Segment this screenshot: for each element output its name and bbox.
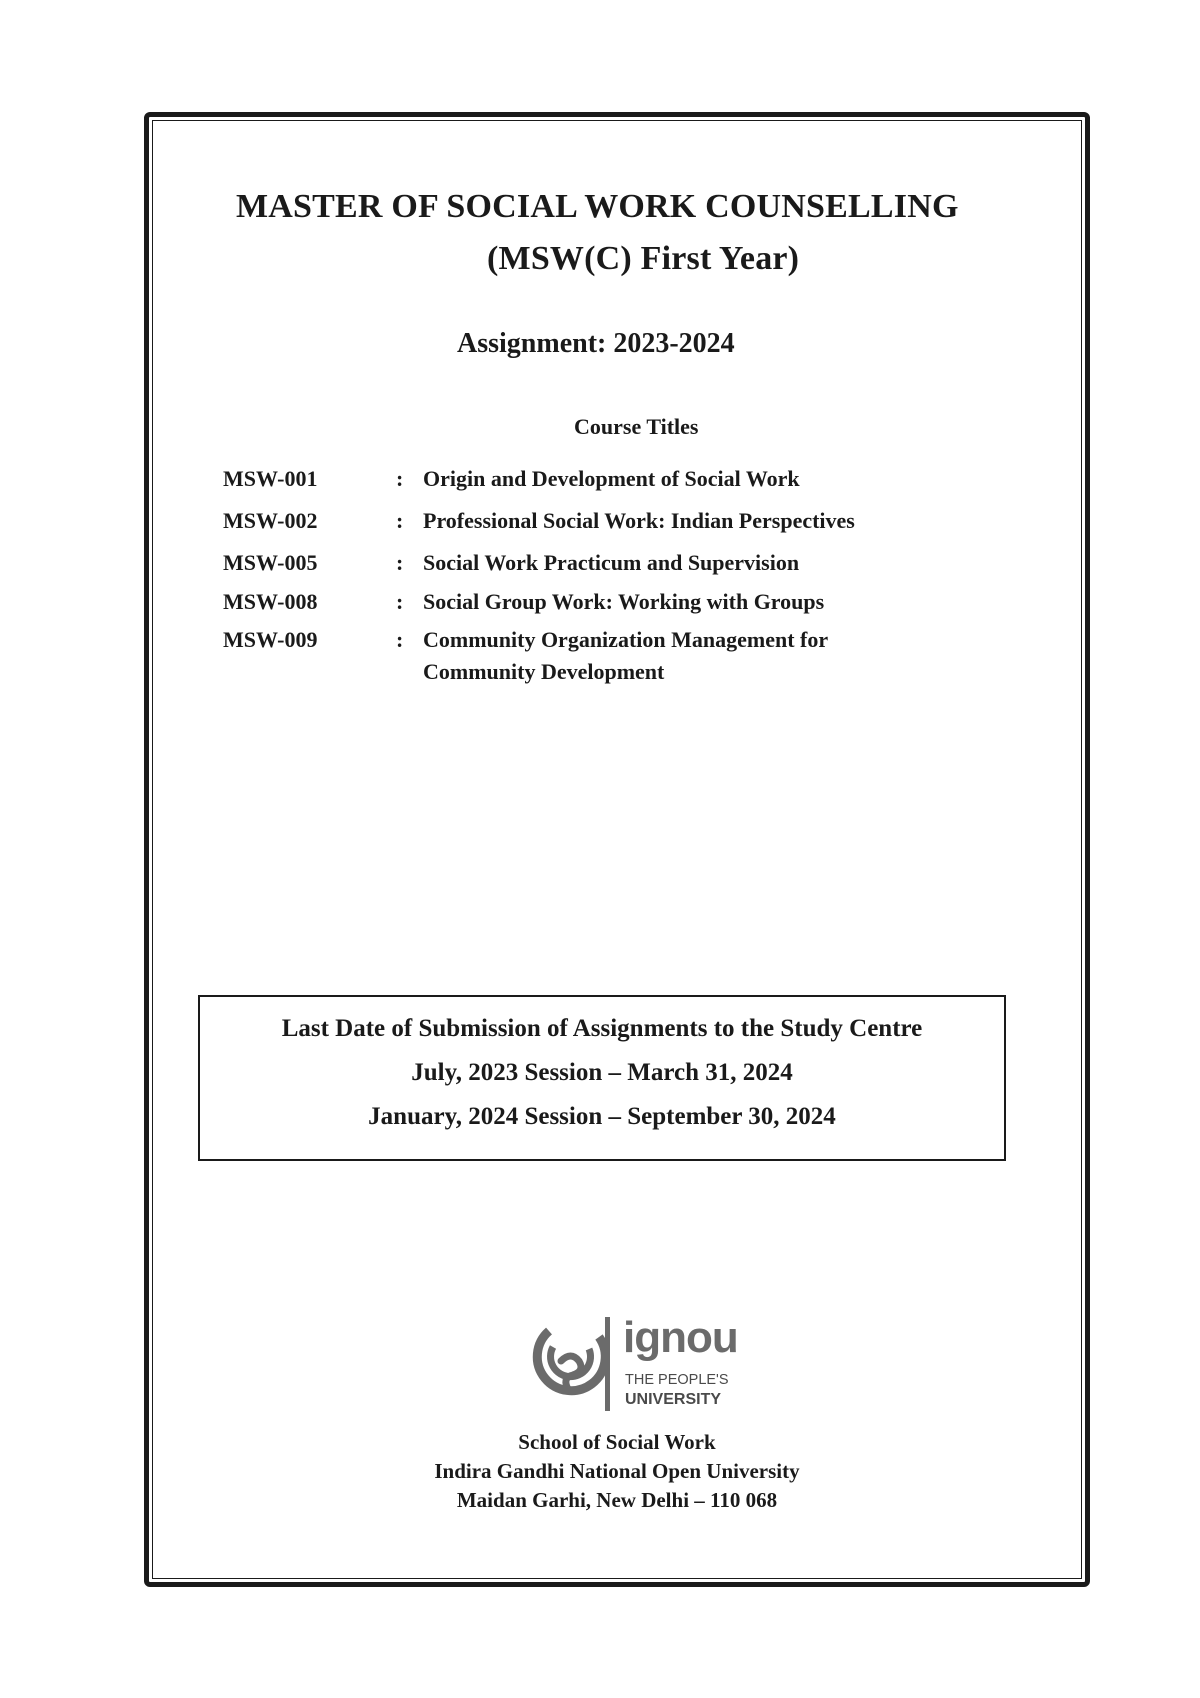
institution-footer	[0, 1428, 1200, 1515]
course-code: MSW-005	[223, 550, 318, 575]
ignou-logo	[519, 1313, 739, 1413]
deadline-january-session: January, 2024 Session – September 30, 2024	[368, 1103, 836, 1130]
course-title: Social Work Practicum and Supervision	[423, 550, 800, 575]
course-row-msw-008	[223, 586, 983, 624]
course-separator: :	[396, 466, 404, 491]
ignou-wordmark: ignou	[623, 1313, 738, 1362]
course-titles-heading: Course Titles	[574, 414, 699, 439]
ignou-emblem-icon	[519, 1317, 619, 1413]
deadline-heading: Last Date of Submission of Assignments to the Study Centre	[281, 1015, 923, 1042]
course-code: MSW-009	[223, 627, 318, 652]
logo-tagline-2: UNIVERSITY	[625, 1391, 722, 1408]
course-row-msw-001	[223, 463, 983, 505]
programme-subtitle: (MSW(C) First Year)	[487, 240, 800, 277]
course-separator: :	[396, 508, 404, 533]
course-title: Community Organization Management for Community Development	[423, 627, 828, 684]
university-name: Indira Gandhi National Open University	[434, 1459, 800, 1483]
school-name: School of Social Work	[518, 1430, 716, 1454]
course-row-msw-009	[223, 624, 983, 688]
submission-deadline-box	[198, 995, 1006, 1161]
course-separator: :	[396, 627, 404, 652]
university-address: Maidan Garhi, New Delhi – 110 068	[456, 1488, 778, 1512]
course-separator: :	[396, 589, 404, 614]
logo-tagline-1: THE PEOPLE'S	[625, 1372, 729, 1388]
course-title: Professional Social Work: Indian Perspectives	[423, 508, 855, 533]
deadline-july-session: July, 2023 Session – March 31, 2024	[411, 1059, 793, 1086]
course-list	[223, 463, 983, 688]
programme-title: MASTER OF SOCIAL WORK COUNSELLING	[236, 188, 959, 225]
course-title: Social Group Work: Working with Groups	[423, 589, 825, 614]
assignment-year: Assignment: 2023-2024	[457, 328, 735, 359]
course-title: Origin and Development of Social Work	[423, 466, 800, 491]
course-code: MSW-008	[223, 589, 318, 614]
course-code: MSW-002	[223, 508, 318, 533]
course-separator: :	[396, 550, 404, 575]
course-row-msw-002	[223, 505, 983, 547]
course-code: MSW-001	[223, 466, 318, 491]
course-row-msw-005	[223, 547, 983, 586]
